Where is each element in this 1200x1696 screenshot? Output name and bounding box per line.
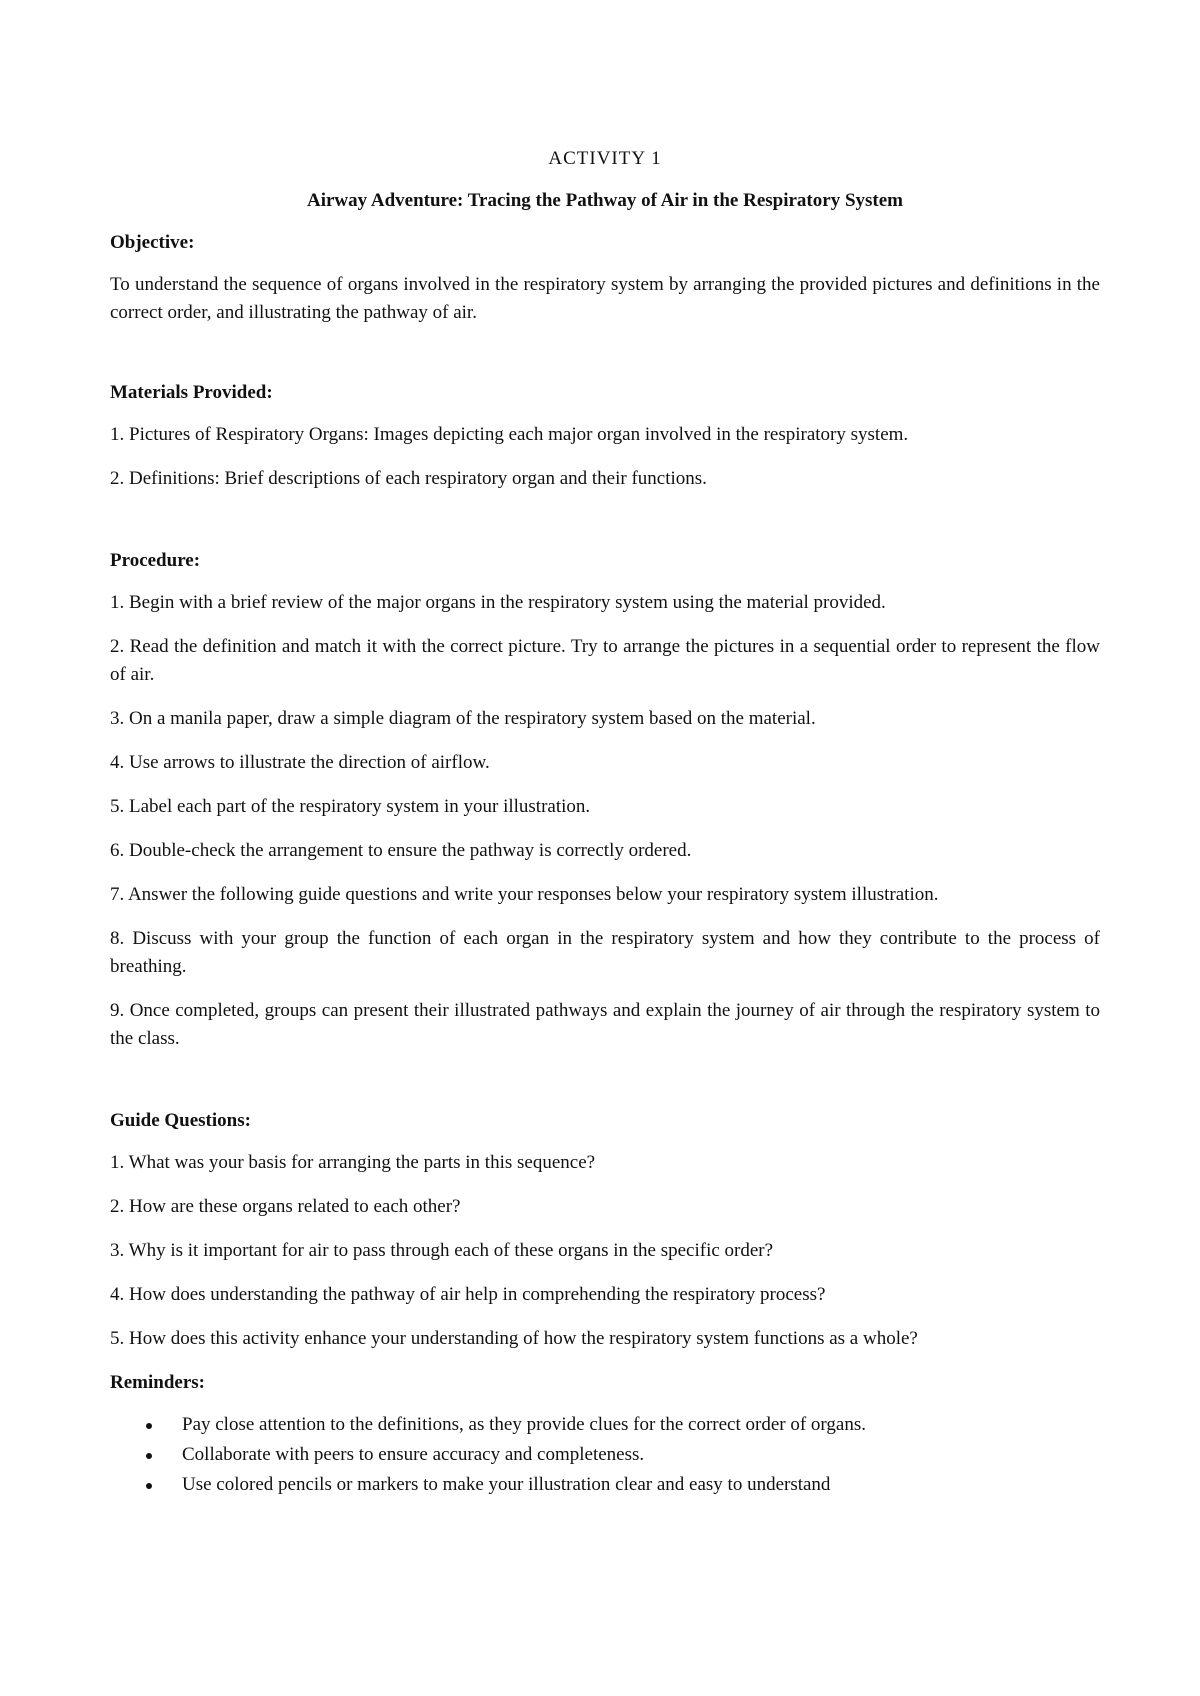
document-subtitle: Airway Adventure: Tracing the Pathway of Air in the Respiratory System: [307, 190, 903, 211]
document-body: [110, 145, 1100, 1501]
guide-questions-heading: Guide Questions:: [110, 1110, 251, 1131]
procedure-step: 1. Begin with a brief review of the major organs in the respiratory system using the material provided.: [110, 592, 886, 613]
section-spacer: [110, 1069, 1100, 1107]
procedure-heading: Procedure:: [110, 550, 201, 571]
reminders-heading: Reminders:: [110, 1372, 205, 1393]
reminder-text: Pay close attention to the definitions, as they provide clues for the correct order of organs.: [182, 1414, 866, 1435]
guide-questions-list: [110, 1149, 1100, 1353]
guide-question: 2. How are these organs related to each other?: [110, 1196, 461, 1217]
section-spacer: [110, 341, 1100, 379]
procedure-step: 4. Use arrows to illustrate the direction of airflow.: [110, 752, 490, 773]
reminder-item: [182, 1411, 1100, 1439]
reminder-item: [182, 1441, 1100, 1469]
reminder-item: [182, 1471, 1100, 1499]
materials-heading: Materials Provided:: [110, 382, 273, 403]
bullet-icon: [146, 1423, 152, 1429]
objective-text: To understand the sequence of organs involved in the respiratory system by arranging the provided pictures and definitions in the correct order, and illustrating the pathway of air.: [110, 274, 1100, 323]
guide-question: 5. How does this activity enhance your understanding of how the respiratory system functions as a whole?: [110, 1328, 918, 1349]
guide-question: 4. How does understanding the pathway of air help in comprehending the respiratory process?: [110, 1284, 826, 1305]
reminders-list: [110, 1411, 1100, 1499]
procedure-list: [110, 589, 1100, 1053]
objective-heading: Objective:: [110, 232, 195, 253]
procedure-step: 2. Read the definition and match it with the correct picture. Try to arrange the pictures in a sequential order to represent the flow of air.: [110, 636, 1100, 685]
guide-question: 3. Why is it important for air to pass through each of these organs in the specific order?: [110, 1240, 774, 1261]
materials-list: [110, 421, 1100, 493]
materials-item: 2. Definitions: Brief descriptions of each respiratory organ and their functions.: [110, 468, 707, 489]
procedure-step: 3. On a manila paper, draw a simple diagram of the respiratory system based on the material.: [110, 708, 816, 729]
section-spacer: [110, 509, 1100, 547]
procedure-step: 7. Answer the following guide questions and write your responses below your respiratory system illustration.: [110, 884, 939, 905]
materials-item: 1. Pictures of Respiratory Organs: Images depicting each major organ involved in the respiratory system.: [110, 424, 909, 445]
bullet-icon: [146, 1453, 152, 1459]
procedure-step: 5. Label each part of the respiratory system in your illustration.: [110, 796, 591, 817]
bullet-icon: [146, 1483, 152, 1489]
reminder-text: Collaborate with peers to ensure accuracy and completeness.: [182, 1444, 645, 1465]
reminder-text: Use colored pencils or markers to make your illustration clear and easy to understand: [182, 1474, 831, 1495]
procedure-step: 8. Discuss with your group the function of each organ in the respiratory system and how they contribute to the process of breathing.: [110, 928, 1100, 977]
procedure-step: 6. Double-check the arrangement to ensure the pathway is correctly ordered.: [110, 840, 692, 861]
document-title: ACTIVITY 1: [548, 148, 662, 169]
guide-question: 1. What was your basis for arranging the parts in this sequence?: [110, 1152, 596, 1173]
procedure-step: 9. Once completed, groups can present their illustrated pathways and explain the journey of air through the respiratory system to the class.: [110, 1000, 1100, 1049]
